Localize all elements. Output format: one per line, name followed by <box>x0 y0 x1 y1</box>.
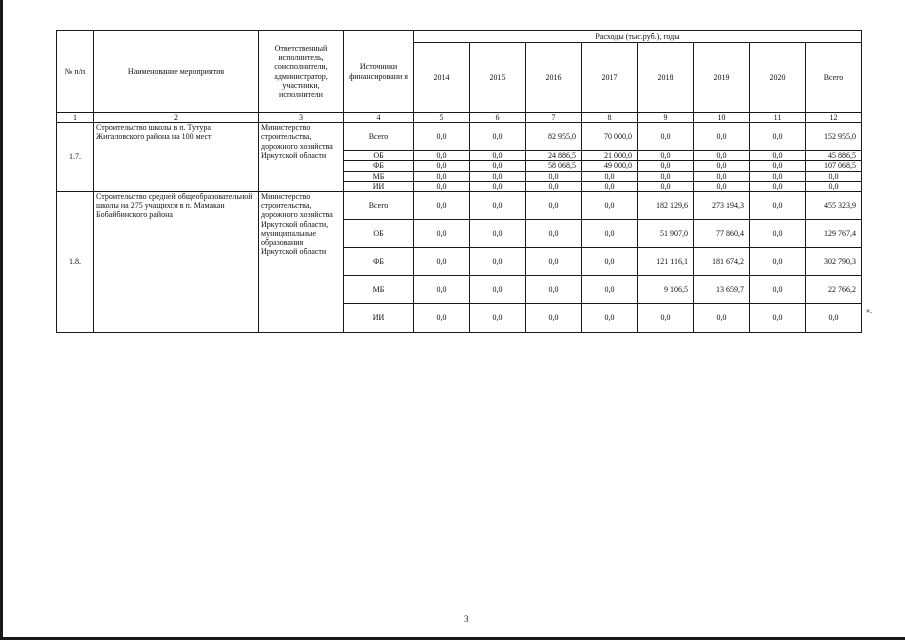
table-row <box>57 191 862 219</box>
cell-value: 22 766,2 <box>806 275 862 303</box>
col-number: 11 <box>750 113 806 123</box>
cell-value: 0,0 <box>694 161 750 171</box>
cell-value: 45 886,5 <box>806 151 862 161</box>
cell-value: 0,0 <box>806 171 862 181</box>
col-number: 5 <box>414 113 470 123</box>
header-name: Наименование мероприятия <box>94 31 259 113</box>
row-num: 1.7. <box>57 123 94 192</box>
cell-value: 0,0 <box>750 303 806 332</box>
cell-value: 0,0 <box>582 275 638 303</box>
cell-value: 0,0 <box>750 219 806 247</box>
row-num: 1.8. <box>57 191 94 332</box>
row-source: Всего <box>344 191 414 219</box>
cell-value: 0,0 <box>638 123 694 151</box>
col-number: 6 <box>470 113 526 123</box>
page-number: 3 <box>464 614 469 624</box>
header-year: 2019 <box>694 43 750 113</box>
cell-value: 0,0 <box>414 191 470 219</box>
cell-value: 0,0 <box>526 247 582 275</box>
cell-value: 77 860,4 <box>694 219 750 247</box>
cell-value: 0,0 <box>470 123 526 151</box>
row-source: ФБ <box>344 247 414 275</box>
cell-value: 0,0 <box>750 275 806 303</box>
cell-value: 0,0 <box>750 191 806 219</box>
cell-value: 0,0 <box>414 219 470 247</box>
row-source: МБ <box>344 275 414 303</box>
cell-value: 0,0 <box>638 171 694 181</box>
header-year: 2014 <box>414 43 470 113</box>
header-sources: Источники финансировани я <box>344 31 414 113</box>
col-number: 1 <box>57 113 94 123</box>
closing-quote: ». <box>866 306 872 315</box>
cell-value: 302 790,3 <box>806 247 862 275</box>
header-year: 2016 <box>526 43 582 113</box>
cell-value: 0,0 <box>526 303 582 332</box>
cell-value: 0,0 <box>414 303 470 332</box>
cell-value: 0,0 <box>470 275 526 303</box>
cell-value: 0,0 <box>582 219 638 247</box>
header-year: 2018 <box>638 43 694 113</box>
header-expenses: Расходы (тыс.руб.), годы <box>414 31 862 43</box>
header-total: Всего <box>806 43 862 113</box>
cell-value: 0,0 <box>750 247 806 275</box>
cell-value: 21 000,0 <box>582 151 638 161</box>
cell-value: 0,0 <box>750 123 806 151</box>
cell-value: 0,0 <box>694 171 750 181</box>
cell-value: 24 886,5 <box>526 151 582 161</box>
cell-value: 82 955,0 <box>526 123 582 151</box>
cell-value: 0,0 <box>414 171 470 181</box>
col-number: 2 <box>94 113 259 123</box>
expenses-table <box>56 30 862 333</box>
col-number: 4 <box>344 113 414 123</box>
header-year: 2017 <box>582 43 638 113</box>
cell-value: 0,0 <box>414 275 470 303</box>
cell-value: 0,0 <box>582 191 638 219</box>
row-responsible: Министерство строительства, дорожного хозяйства Иркутской области, муниципальные образования Иркутской области <box>259 191 344 332</box>
cell-value: 70 000,0 <box>582 123 638 151</box>
cell-value: 51 907,0 <box>638 219 694 247</box>
cell-value: 0,0 <box>638 161 694 171</box>
cell-value: 0,0 <box>806 303 862 332</box>
cell-value: 0,0 <box>750 161 806 171</box>
row-name: Строительство школы в п. Тутура Жигаловского района на 100 мест <box>94 123 259 192</box>
cell-value: 0,0 <box>526 275 582 303</box>
cell-value: 0,0 <box>470 171 526 181</box>
cell-value: 0,0 <box>414 247 470 275</box>
cell-value: 0,0 <box>470 151 526 161</box>
row-source: ОБ <box>344 151 414 161</box>
cell-value: 0,0 <box>526 181 582 191</box>
cell-value: 0,0 <box>582 181 638 191</box>
row-source: ИИ <box>344 303 414 332</box>
col-number: 9 <box>638 113 694 123</box>
cell-value: 181 674,2 <box>694 247 750 275</box>
cell-value: 0,0 <box>582 171 638 181</box>
cell-value: 129 767,4 <box>806 219 862 247</box>
cell-value: 0,0 <box>414 161 470 171</box>
cell-value: 273 194,3 <box>694 191 750 219</box>
row-name: Строительство средней общеобразовательной школы на 275 учащихся в п. Мамакан Бобайбинского района <box>94 191 259 332</box>
cell-value: 0,0 <box>750 151 806 161</box>
cell-value: 0,0 <box>582 303 638 332</box>
cell-value: 0,0 <box>694 123 750 151</box>
row-responsible: Министерство строительства, дорожного хозяйства Иркутской области <box>259 123 344 192</box>
cell-value: 0,0 <box>470 161 526 171</box>
cell-value: 49 000,0 <box>582 161 638 171</box>
cell-value: 0,0 <box>750 181 806 191</box>
header-year: 2015 <box>470 43 526 113</box>
cell-value: 152 955,0 <box>806 123 862 151</box>
header-year: 2020 <box>750 43 806 113</box>
cell-value: 0,0 <box>470 219 526 247</box>
col-number: 10 <box>694 113 750 123</box>
col-number: 8 <box>582 113 638 123</box>
cell-value: 0,0 <box>526 219 582 247</box>
table-row <box>57 123 862 151</box>
col-number: 7 <box>526 113 582 123</box>
cell-value: 0,0 <box>806 181 862 191</box>
cell-value: 0,0 <box>750 171 806 181</box>
row-source: ОБ <box>344 219 414 247</box>
col-number: 3 <box>259 113 344 123</box>
cell-value: 121 116,1 <box>638 247 694 275</box>
cell-value: 0,0 <box>414 151 470 161</box>
cell-value: 455 323,9 <box>806 191 862 219</box>
cell-value: 0,0 <box>694 303 750 332</box>
cell-value: 0,0 <box>694 151 750 161</box>
row-source: ФБ <box>344 161 414 171</box>
row-source: МБ <box>344 171 414 181</box>
row-source: Всего <box>344 123 414 151</box>
col-number: 12 <box>806 113 862 123</box>
cell-value: 182 129,6 <box>638 191 694 219</box>
cell-value: 0,0 <box>470 247 526 275</box>
cell-value: 0,0 <box>694 181 750 191</box>
cell-value: 9 106,5 <box>638 275 694 303</box>
cell-value: 0,0 <box>638 181 694 191</box>
cell-value: 0,0 <box>414 123 470 151</box>
cell-value: 0,0 <box>470 303 526 332</box>
row-source: ИИ <box>344 181 414 191</box>
cell-value: 0,0 <box>638 303 694 332</box>
header-num: № п/п <box>57 31 94 113</box>
scan-edge-left <box>0 0 3 640</box>
cell-value: 0,0 <box>638 151 694 161</box>
cell-value: 0,0 <box>470 191 526 219</box>
cell-value: 0,0 <box>470 181 526 191</box>
cell-value: 0,0 <box>526 171 582 181</box>
cell-value: 0,0 <box>414 181 470 191</box>
cell-value: 58 068,5 <box>526 161 582 171</box>
cell-value: 0,0 <box>582 247 638 275</box>
cell-value: 0,0 <box>526 191 582 219</box>
cell-value: 107 068,5 <box>806 161 862 171</box>
header-responsible: Ответственный исполнитель, соисполнители, администратор, участники, исполнители <box>259 31 344 113</box>
cell-value: 13 659,7 <box>694 275 750 303</box>
